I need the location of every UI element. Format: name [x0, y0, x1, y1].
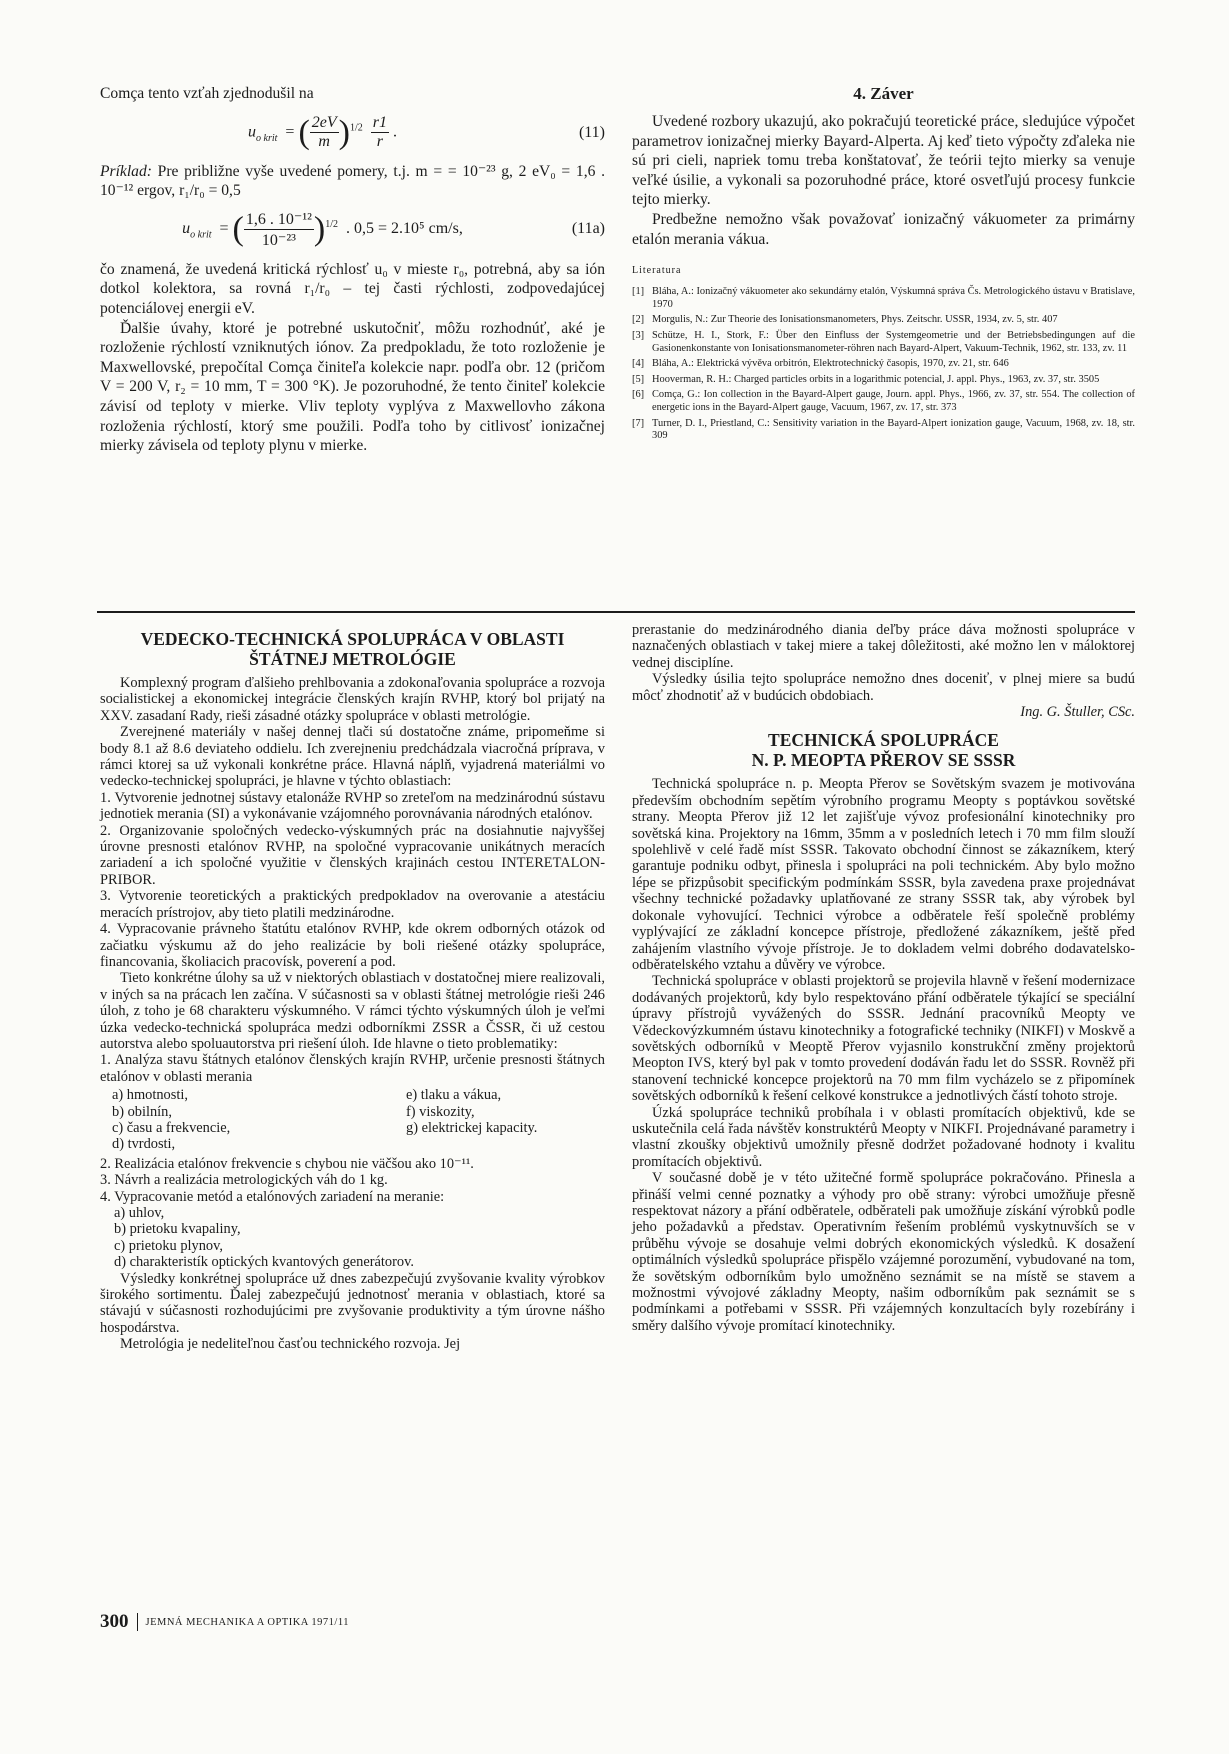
equation-number: (11a) — [571, 220, 605, 238]
paragraph: Komplexný program ďalšieho prehlbovania a zdokonaľovania spolupráce a rozvoja socialistickej a ekonomickej integrácie členských krajín RVHP, ktorý bol prijatý na XXV. zasadaní Rady, rieši zásadné otázky spolupráce v oblasti metrológie. — [100, 675, 605, 724]
paragraph: čo znamená, že uvedená kritická rýchlosť u₀ v mieste r₀, potrebná, aby sa ión dotkol kolektora, sa rovná r₁/r₀ – tej časti rýchlosti, zodpovedajúcej potenciálovej energii eV. — [100, 260, 605, 317]
top-right-column — [632, 84, 1135, 446]
top-left-column — [100, 84, 605, 456]
paragraph: Výsledky úsilia tejto spolupráce nemožno dnes doceniť, v plnej miere sa budú môcť zhodnotiť až v budúcich obdobiach. — [632, 671, 1135, 704]
reference-item: [5] Hooverman, R. H.: Charged particles orbits in a logarithmic potencial, J. appl. Phys., 1963, zv. 37, str. 3505 — [632, 373, 1100, 385]
paragraph: Technická spolupráce v oblasti projektorů se projevila hlavně v řešení modernizace dodávaných projektorů, kdy bylo respektováno přání odběratele týkající se speciální úpravy přístrojů vyvážených do SSSR. Jednání pracovníků Meopty ve Vědeckovýzkumném ústavu kinotechniky a fotografické techniky (NIKFI) v Moskvě a sovětských odborníků v Meoptě Přerov vyjasnilo konstrukční změny projektorů Meopton IVS, který byl pak v tomto provedení dodáván řadu let do SSSR. Rovněž při stanovení technické koncepce projektorů na 70 mm film vycházelo se z připomínek sovětských odborníků k řešení celkové konstrukce a jednotlivých částí tohoto stroje. — [632, 973, 1135, 1105]
list-item: 2. Realizácia etalónov frekvencie s chybou nie väčšou ako 10⁻¹¹. — [100, 1155, 474, 1172]
example-paragraph: Príklad: Pre približne vyše uvedené pomery, t.j. m = = 10⁻²³ g, 2 eV₀ = 1,6 . 10⁻¹² ergov, r₁/r₀ = 0,5 — [100, 162, 605, 200]
list-item: 1. Vytvorenie jednotnej sústavy etalonáže RVHP so zreteľom na medzinárodnú sústavu jednotiek merania (SI) a vykonávanie vzájomného porovnávania národných etalónov. — [100, 789, 605, 823]
paragraph: prerastanie do medzinárodného diania deľby práce dáva možnosti spolupráce v naznačených oblastiach v takej miere a takej dôležitosti, aké možno len v máloktorej vednej disciplíne. — [632, 622, 1135, 671]
article-title: TECHNICKÁ SPOLUPRÁCE N. P. MEOPTA PŘEROV SE SSSR — [751, 730, 1016, 771]
measurement-list: a) hmotnosti, e) tlaku a vákua, b) obilnín, f) viskozity, c) času a frekvencie, g) elektrickej kapacity. d) tvrdosti, — [112, 1087, 538, 1153]
paragraph: Tieto konkrétne úlohy sa už v niektorých oblastiach v dostatočnej miere realizovali, v iných sa na prácach len začína. V súčasnosti sa v oblasti štátnej metrológie rieši 246 úloh, z toho je 68 charakteru výskumného. V rámci týchto výskumných úloh je veľmi úzka vedecko-technická spolupráca medzi odborníkmi ZSSR a ČSSR, či už cestou autorstva alebo spoluautorstva pri riešení úloh. Ide hlavne o tieto problematiky: — [100, 970, 605, 1052]
literature-title: Literatura — [632, 265, 682, 277]
intro-text: Comça tento vzťah zjednodušil na — [100, 85, 314, 102]
paragraph: Uvedené rozbory ukazujú, ako pokračujú teoretické práce, sledujúce výpočet parametrov ionizačnej mierky Bayard-Alperta. Aj keď tieto výpočty zďaleka nie sú pri cieli, napriek tomu treba konštatovať, že teórii tejto mierky sa venuje veľké úsilie, a vykonali sa pozoruhodné práce, ktoré osvetľujú procesy funkcie tejto mierky. — [632, 113, 1135, 209]
reference-item: [1] Bláha, A.: Ionizačný vákuometer ako sekundárny etalón, Výskumná správa Čs. Metrologického ústavu v Bratislave, 1970 — [632, 286, 1135, 310]
author-signature: Ing. G. Štuller, CSc. — [1020, 704, 1135, 721]
article-title: VEDECKO-TECHNICKÁ SPOLUPRÁCA V OBLASTI ŠTÁTNEJ METROLÓGIE — [140, 629, 565, 669]
list-item: 3. Vytvorenie teoretických a praktických predpokladov na overovanie a atestáciu meracích prístrojov, aby tieto platili medzinárodne. — [100, 888, 605, 921]
reference-item: [7] Turner, D. I., Priestland, C.: Sensitivity variation in the Bayard-Alpert ionization gauge, Vacuum, 1968, zv. 18, str. 309 — [632, 417, 1135, 442]
paragraph: Výsledky konkrétnej spolupráce už dnes zabezpečujú zvyšovanie kvality výrobkov širokého sortimentu. Ďalej zabezpečujú jednotnosť merania v oblastiach, ktoré sa stávajú v súčasnosti rozhodujúcimi pre zvyšovanie produktivity a tým úrovne nášho hospodárstva. — [100, 1270, 605, 1336]
page-number: 300 — [100, 1611, 129, 1632]
reference-item: [3] Schütze, H. I., Stork, F.: Über den Einfluss der Systemgeometrie und der Betriebsbedingungen auf die Gasionenkonstante von Ionisationsmanometer-röhren nach Bayard-Alpert, Vakuum-Technik, 1962, str. 133, zv. 11 — [632, 329, 1135, 354]
paragraph: V současné době je v této užitečné formě spolupráce pokračováno. Přinesla a přináší velmi cenné poznatky a výhody pro obě strany: výrobci umožňuje přesně respektovat názory a přání odběratele, odběrateli pak umožňuje získání výrobků podle jeho požadavků a představ. Operativním řešením problémů vyskytnuvších se v průběhu vývoje se dosahuje velmi dobrých ekonomických výsledků. K dosažení optimálních výsledků spolupráce přispělo vzájemné porozumění, vybudované na tom, že sovětským odborníkům bylo umožněno seznámit se na místě se stavem a možnostmi vývojové základny Meopty, našim odborníkům pak seznámit se s podmínkami a potřebami v SSSR. Při vzájemných konzultacích byly rozebírány i směry dalšího vývoje promítací kinotechniky. — [632, 1170, 1135, 1334]
journal-title: JEMNÁ MECHANIKA A OPTIKA 1971/11 — [145, 1616, 349, 1628]
paragraph: Technická spolupráce n. p. Meopta Přerov se Sovětským svazem je motivována především obchodním sepětím výrobního programu Meopty s poptávkou sovětské strany. Meopta Přerov již 12 let zajišťuje vývoz profesionální kinotechniky pro sovětská kina. Projektory na 16mm, 35mm a v posledních letech i 70 mm film slouží spolehlivě v celé řadě míst SSSR. Takovato obchodní činnost se zákazníkem, který garantuje podniku odbyt, přinesla i spolupráci na poli technickém. Aby bylo možno lépe se přizpůsobit specifickým podmínkám SSSR, byla zavedena praxe projednávat všechny technické požadavky uplatňované ze strany SSSR tak, aby výrobek byl dokonale vyhovující. Technici výrobce a odběratele řeší společně problémy vyplývající ze základní koncepce přístroje, předložené zákazníkem, ještě před zahájením vlastního vývoje přístroje. Je to dokladem velmi dobrého dodavatelsko-odběratelského vztahu a důvěry ve výrobce. — [632, 776, 1135, 973]
equation-11: $u_{o krit}$ = ( $\frac{2eV}{m}$ )$^{1/2}$ $\frac{r1}{r}$ . (11) — [248, 113, 605, 151]
paragraph: Ďalšie úvahy, ktoré je potrebné uskutočniť, môžu rozhodnúť, aké je rozloženie rýchlostí vzniknutých iónov. Za predpokladu, že toto rozloženie je Maxwellovské, prepočítal Comça činiteľa kolekcie napr. podľa obr. 12 (pričom V = 200 V, r₂ = 10 mm, T = 300 °K). Je pozoruhodné, že tento činiteľ kolekcie závisí od teploty v mierke. Vliv teploty vyplýva z Maxwellovho zákona rozloženia rýchlostí, ktorý sme použili. Podľa toho by citlivosť ionizačnej mierky závisela od teploty plynu v mierke. — [100, 319, 605, 455]
reference-item: [6] Comça, G.: Ion collection in the Bayard-Alpert gauge, Journ. appl. Phys., 1966, zv. 37, str. 554. The collection of energetic ions in the Bayard-Alpert gauge, Vacuum, 1967, zv. 17, str. 373 — [632, 389, 1135, 413]
article1-column — [100, 629, 605, 1353]
paragraph: Zverejnené materiály v našej dennej tlači sú dostatočne známe, pripomeňme si body 8.1 až 8.6 deviateho oddielu. Ich zverejneniu predchádzala viacročná príprava, v rámci ktorej sa už vykonali konkrétne práce. Hlavná náplň, vyjadrená materiálmi vo vedecko-technickej spolupráci, je hlavne v týchto oblastiach: — [100, 724, 605, 790]
paragraph: Predbežne nemožno však považovať ionizačný vákuometer za primárny etalón merania vákua. — [632, 210, 1135, 248]
reference-item: [2] Morgulis, N.: Zur Theorie des Ionisationsmanometers, Phys. Zeitschr. USSR, 1934, zv. 5, str. 407 — [632, 314, 1058, 326]
footer-divider — [137, 1613, 138, 1631]
sub-list: a) uhlov, b) prietoku kvapaliny, c) prietoku plynov, d) charakteristík optických kvantových generátorov. — [114, 1205, 414, 1271]
paragraph: Úzká spolupráce techniků probíhala i v oblasti promítacích objektivů, kde se uskutečnila celá řada návštěv konstruktérů Meopty v NIKFI. Projednávané parametry i vlastní zkoušky objektivů umožnily přesně dodržet požadované hodnoty i kvalitu promítacích objektivů. — [632, 1104, 1135, 1170]
list-item: 3. Návrh a realizácia metrologických váh do 1 kg. — [100, 1172, 388, 1189]
reference-item: [4] Bláha, A.: Elektrická vývěva orbitrón, Elektrotechnický časopis, 1970, zv. 21, str. 646 — [632, 358, 1009, 370]
equation-number: (11) — [578, 123, 605, 141]
equation-11a: $u_{o krit}$ = ( $\frac{\text{1,6 . 10⁻¹²}}{\text{10⁻²³}}$ )$^{1/2}$ . 0,5 = 2.10⁵ cm/s, (11a) — [182, 210, 605, 249]
reference-list — [632, 286, 1135, 443]
list-item: 4. Vypracovanie právneho štatútu etalónov RVHP, kde okrem odborných otázok od začiatku výskumu až do jeho realizácie by boli riešené otázky spolupráce, financovania, školiacich pracovísk, poverení a pod. — [100, 921, 605, 970]
section-title: 4. Záver — [853, 84, 914, 103]
list-item: 2. Organizovanie spoločných vedecko-výskumných prác na dosiahnutie najvyššej úrovne presnosti etalónov RVHP, na spoločné vypracovanie unikátnych meracích zariadení a ich spoločné využitie v členských krajinách cestou INTERETALON-PRIBOR. — [100, 822, 605, 888]
section-divider — [97, 611, 1135, 613]
list-item: 1. Analýza stavu štátnych etalónov členských krajín RVHP, určenie presnosti štátnych etalónov v oblasti merania — [100, 1052, 605, 1085]
page-footer — [100, 1611, 349, 1633]
list-item: 4. Vypracovanie metód a etalónových zariadení na meranie: — [100, 1188, 445, 1205]
article2-column — [632, 622, 1135, 1334]
paragraph: Metrológia je nedeliteľnou časťou technického rozvoja. Jej — [120, 1336, 461, 1353]
